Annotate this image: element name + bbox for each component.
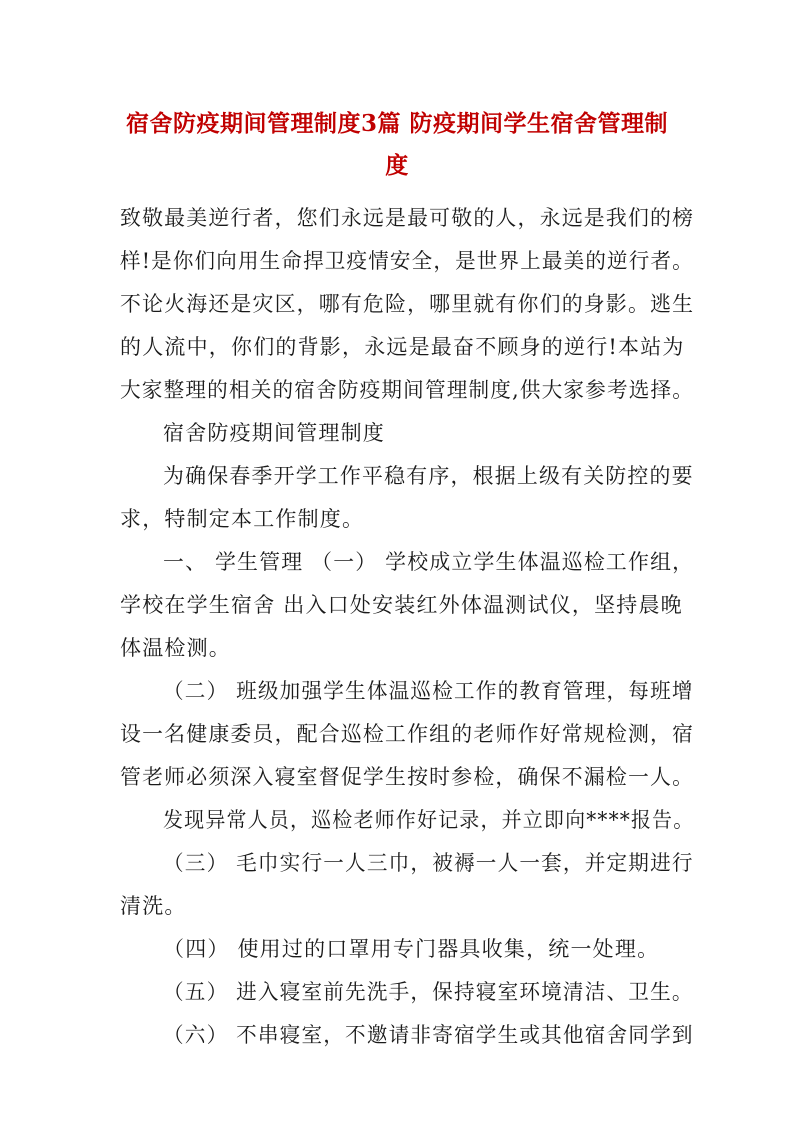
body-line: 致敬最美逆行者，您们永远是最可敬的人，永远是我们的榜	[120, 206, 695, 230]
body-line: 管老师必须深入寝室督促学生按时参检，确保不漏检一人。	[120, 765, 695, 789]
body-line: 大家整理的相关的宿舍防疫期间管理制度,供大家参考选择。	[120, 378, 695, 402]
body-line: 样!是你们向用生命捍卫疫情安全，是世界上最美的逆行者。	[120, 249, 694, 273]
body-line: （五） 进入寝室前先洗手，保持寝室环境清洁、卫生。	[163, 980, 694, 1004]
body-line: 的人流中，你们的背影，永远是最奋不顾身的逆行!本站为	[120, 335, 685, 359]
body-line: 体温检测。	[120, 636, 231, 660]
body-line: （六） 不串寝室，不邀请非寄宿学生或其他宿舍同学到	[163, 1023, 694, 1047]
document-title-line-2: 度	[385, 152, 409, 179]
body-line: （二） 班级加强学生体温巡检工作的教育管理，每班增	[163, 679, 694, 703]
document-title-line-1: 宿舍防疫期间管理制度3篇 防疫期间学生宿舍管理制	[125, 110, 668, 137]
section-heading: 宿舍防疫期间管理制度	[163, 421, 385, 445]
body-line: 学校在学生宿舍 出入口处安装红外体温测试仪，坚持晨晚	[120, 593, 683, 617]
body-line: 清洗。	[120, 894, 187, 918]
body-line: 设一名健康委员，配合巡检工作组的老师作好常规检测，宿	[120, 722, 695, 746]
body-line: 不论火海还是灾区，哪有危险，哪里就有你们的身影。逃生	[120, 292, 695, 316]
body-line: 一、 学生管理 （一） 学校成立学生体温巡检工作组，	[163, 550, 695, 574]
body-line: （四） 使用过的口罩用专门器具收集，统一处理。	[163, 937, 660, 961]
body-line: 为确保春季开学工作平稳有序，根据上级有关防控的要	[163, 464, 694, 488]
body-line: （三） 毛巾实行一人三巾，被褥一人一套，并定期进行	[163, 851, 694, 875]
body-line: 发现异常人员，巡检老师作好记录，并立即向****报告。	[163, 808, 695, 832]
body-line: 求，特制定本工作制度。	[120, 507, 365, 531]
